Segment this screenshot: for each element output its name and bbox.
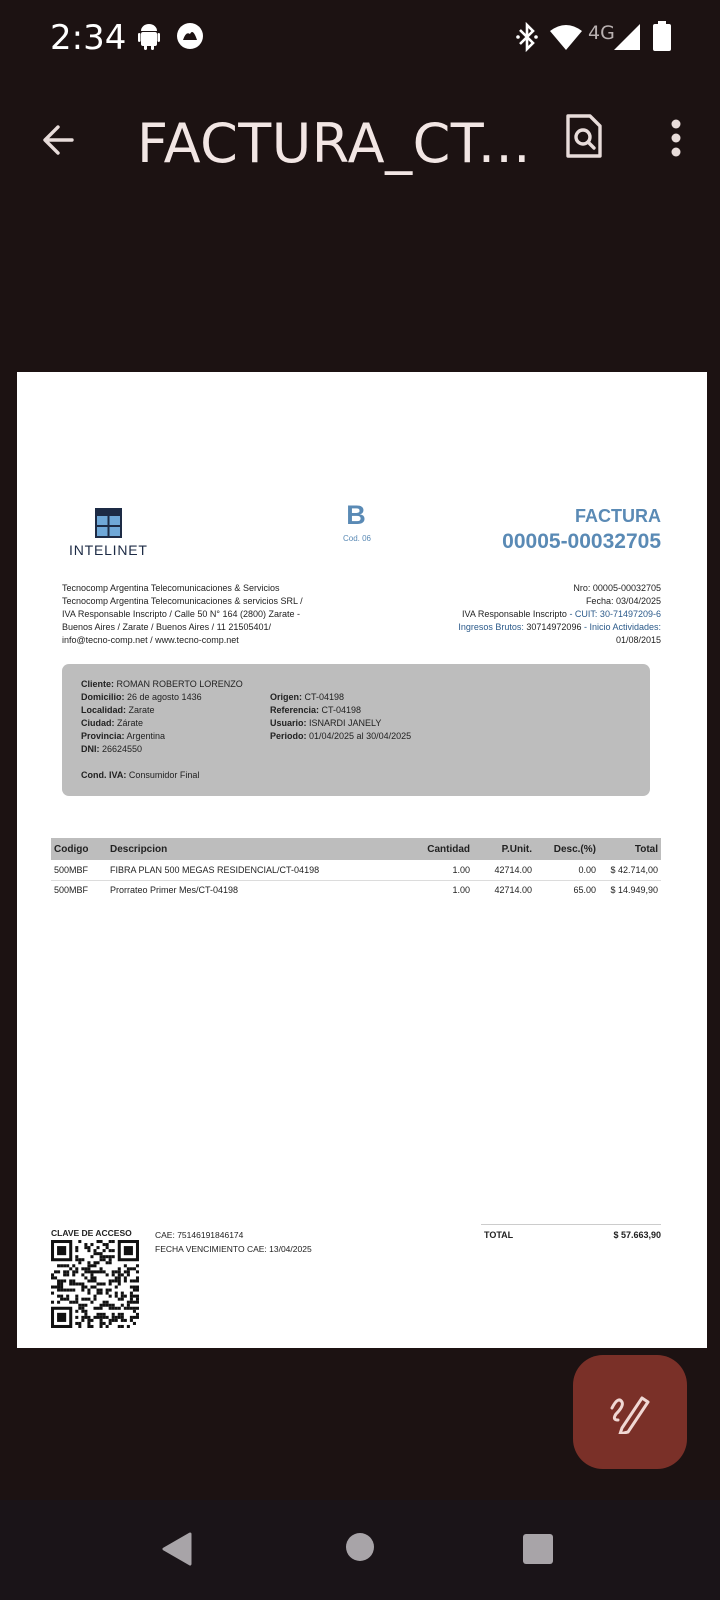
issuer-line: IVA Responsable Inscripto / Calle 50 N° 164 (2800) Zarate -: [62, 609, 301, 619]
meta-inicio-label: - Inicio Actividades:: [581, 622, 661, 632]
header-cantidad: Cantidad: [407, 838, 473, 860]
android-icon: [138, 24, 160, 50]
field-label: Ciudad:: [81, 718, 115, 728]
client-province: Argentina: [124, 731, 166, 741]
field-label: Usuario:: [270, 718, 307, 728]
issuer-meta: [421, 582, 661, 647]
document-title: FACTURA_CT...: [137, 112, 531, 175]
meta-ingresos-line: [421, 621, 661, 634]
cell-cantidad: 1.00: [452, 885, 470, 896]
client-address: 26 de agosto 1436: [124, 692, 202, 702]
client-info-box: [62, 664, 650, 796]
total-value: $ 57.663,90: [613, 1230, 661, 1240]
issuer-info: [62, 582, 312, 647]
cell-punit: 42714.00: [494, 885, 532, 896]
invoice-type-letter: B: [346, 500, 366, 530]
header-total: Total: [599, 838, 661, 860]
table-header-row: [51, 838, 661, 860]
cell-punit: 42714.00: [473, 860, 535, 880]
edit-sign-fab[interactable]: [573, 1355, 687, 1469]
table-row: [51, 880, 661, 900]
client-info-left: [81, 678, 243, 756]
iva-condition: [81, 769, 199, 782]
search-document-button[interactable]: [564, 112, 612, 160]
meta-nro: Nro: 00005-00032705: [573, 583, 661, 593]
reference: CT-04198: [319, 705, 362, 715]
client-dni: 26624550: [99, 744, 143, 754]
header-descripcion: Descripcion: [107, 838, 407, 860]
client-city: Zárate: [114, 718, 144, 728]
cell-total: $ 42.714,00: [599, 860, 661, 880]
signal-icon: [614, 24, 640, 50]
bluetooth-icon: [516, 22, 538, 52]
cell-total: $ 14.949,90: [610, 885, 658, 896]
meta-cuit: - CUIT: 30-71497209-6: [566, 609, 661, 619]
invoice-type-code: Cod. 06: [342, 534, 372, 543]
header-desc: Desc.(%): [535, 838, 599, 860]
meta-inicio-value: 01/08/2015: [615, 635, 661, 645]
cae-expiry: FECHA VENCIMIENTO CAE: 13/04/2025: [155, 1244, 312, 1254]
table-row: [51, 860, 661, 880]
system-nav-bar: [0, 1500, 720, 1600]
document-number: 00005-00032705: [502, 530, 661, 553]
qr-code: [51, 1240, 139, 1328]
header-codigo: Codigo: [51, 838, 107, 860]
document-type: FACTURA: [575, 506, 661, 526]
origin: CT-04198: [302, 692, 345, 702]
logo-text: INTELINET: [69, 542, 148, 558]
fire-icon: [176, 22, 204, 50]
client-info-right: [270, 691, 411, 743]
cell-codigo: 500MBF: [51, 860, 107, 880]
user: ISNARDI JANELY: [306, 718, 382, 728]
issuer-line: Tecnocomp Argentina Telecomunicaciones & servicios SRL /: [62, 596, 303, 606]
field-label: DNI:: [81, 744, 100, 754]
cell-desc: 65.00: [573, 885, 596, 896]
more-vert-icon: [670, 118, 682, 158]
nav-back-icon[interactable]: [162, 1532, 192, 1566]
client-locality: Zarate: [126, 705, 155, 715]
status-time: 2:34: [50, 18, 127, 58]
issuer-line: Buenos Aires / Zarate / Buenos Aires / 11 21505401/: [62, 622, 271, 632]
cell-descripcion: FIBRA PLAN 500 MEGAS RESIDENCIAL/CT-04198: [107, 860, 407, 880]
meta-ingresos-label: Ingresos Brutos:: [458, 622, 524, 632]
total-label: TOTAL: [484, 1230, 514, 1240]
cell-cantidad: 1.00: [407, 860, 473, 880]
logo-mark-icon: [95, 508, 122, 538]
field-label: Cliente:: [81, 679, 115, 689]
issuer-line: info@tecno-comp.net / www.tecno-comp.net: [62, 635, 239, 645]
field-label: Cond. IVA:: [81, 770, 127, 780]
cae-number: CAE: 75146191846174: [155, 1230, 244, 1240]
network-type: 4G: [588, 22, 615, 44]
meta-iva-line: [421, 608, 661, 621]
nav-home-icon[interactable]: [345, 1532, 375, 1562]
app-bar: [0, 76, 720, 216]
cell-descripcion: Prorrateo Primer Mes/CT-04198: [110, 885, 239, 896]
meta-ingresos-value: 30714972096: [523, 622, 582, 632]
items-table: [51, 838, 661, 900]
field-label: Origen:: [270, 692, 303, 702]
client-name: ROMAN ROBERTO LORENZO: [114, 679, 243, 689]
header-punit: P.Unit.: [473, 838, 535, 860]
search-document-icon: [564, 112, 604, 160]
period: 01/04/2025 al 30/04/2025: [306, 731, 412, 741]
edit-sign-icon: [608, 1390, 652, 1434]
field-label: Referencia:: [270, 705, 320, 715]
status-bar: [0, 0, 720, 76]
pdf-page[interactable]: [17, 372, 707, 1348]
cell-codigo: 500MBF: [54, 885, 89, 896]
field-label: Domicilio:: [81, 692, 125, 702]
meta-fecha: Fecha: 03/04/2025: [585, 596, 661, 606]
issuer-line: Tecnocomp Argentina Telecomunicaciones & Servicios: [62, 583, 280, 593]
iva-condition-value: Consumidor Final: [126, 770, 200, 780]
cell-desc: 0.00: [535, 860, 599, 880]
field-label: Localidad:: [81, 705, 127, 715]
wifi-icon: [550, 24, 582, 50]
battery-icon: [653, 21, 671, 51]
nav-recent-icon[interactable]: [523, 1534, 553, 1564]
more-options-button[interactable]: [652, 114, 700, 162]
total-divider: [481, 1224, 661, 1225]
back-button[interactable]: [34, 116, 82, 164]
field-label: Periodo:: [270, 731, 307, 741]
cae-info: [155, 1228, 312, 1256]
arrow-back-icon: [40, 122, 76, 158]
field-label: Provincia:: [81, 731, 125, 741]
clave-label: CLAVE DE ACCESO: [51, 1228, 132, 1238]
meta-iva: IVA Responsable Inscripto: [462, 609, 567, 619]
